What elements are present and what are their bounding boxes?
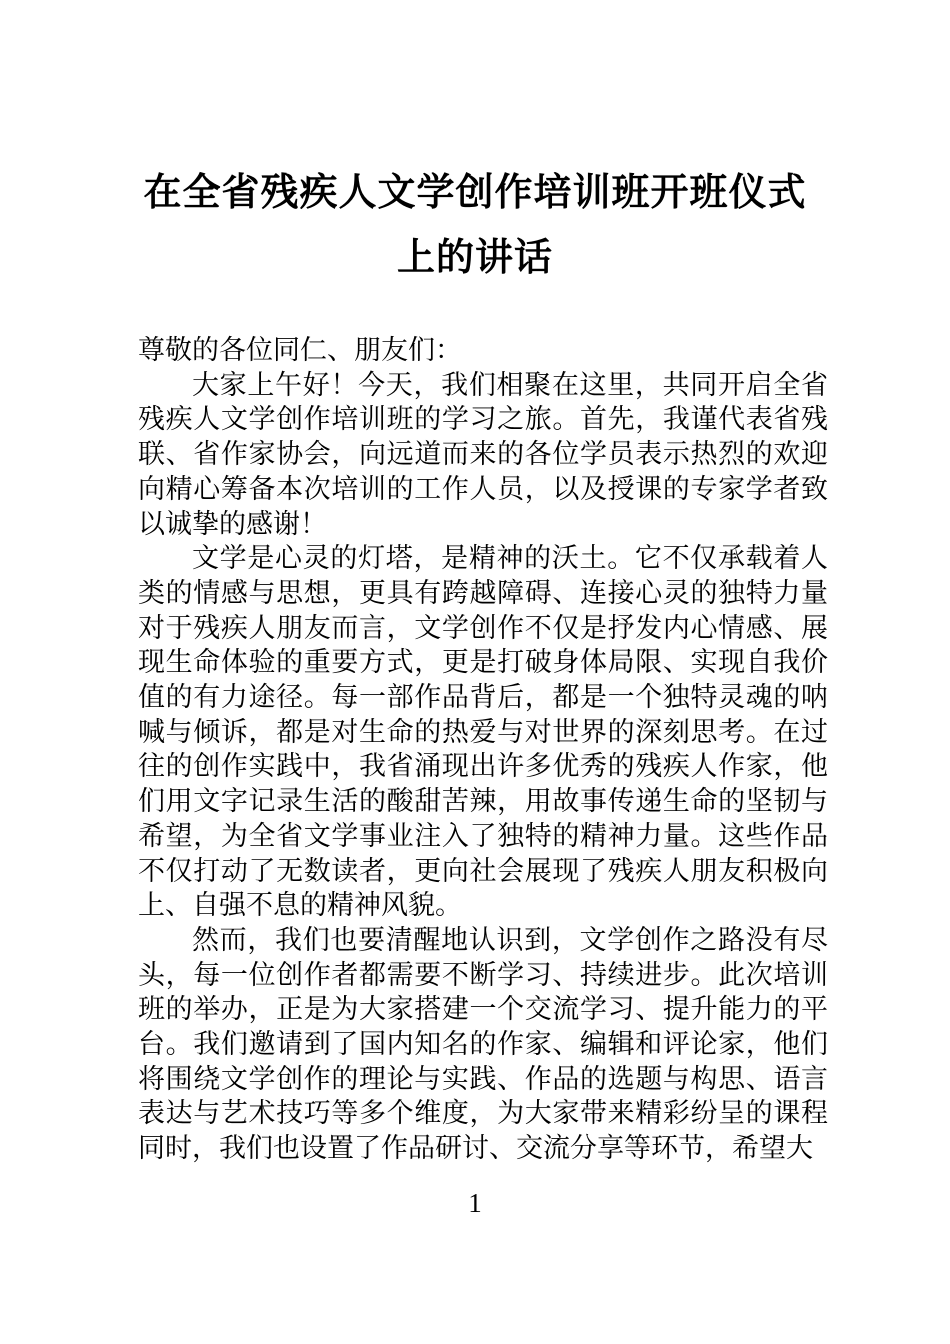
paragraph-opening: 大家上午好！今天，我们相聚在这里，共同开启全省残疾人文学创作培训班的学习之旅。首先，我谨代表省残联、省作家协会，向远道而来的各位学员表示热烈的欢迎向精心筹备本次培训的工作人员，以及授课的专家学者致以诚挚的感谢！: [138, 369, 828, 539]
document-body: [138, 333, 828, 1166]
paragraph-training-purpose: 然而，我们也要清醒地认识到，文学创作之路没有尽头，每一位创作者都需要不断学习、持续进步。此次培训班的举办，正是为大家搭建一个交流学习、提升能力的平台。我们邀请到了国内知名的作家、编辑和评论家，他们将围绕文学创作的理论与实践、作品的选题与构思、语言表达与艺术技巧等多个维度，为大家带来精彩纷呈的课程同时，我们也设置了作品研讨、交流分享等环节，希望大: [138, 924, 828, 1164]
document-title: 在全省残疾人文学创作培训班开班仪式上的讲话: [143, 172, 807, 279]
page-number: 1: [468, 1188, 482, 1218]
greeting-line: 尊敬的各位同仁、朋友们：: [138, 335, 462, 365]
paragraph-literature-meaning: 文学是心灵的灯塔，是精神的沃土。它不仅承载着人类的情感与思想，更具有跨越障碍、连接心灵的独特力量对于残疾人朋友而言，文学创作不仅是抒发内心情感、展现生命体验的重要方式，更是打破身体局限、实现自我价值的有力途径。每一部作品背后，都是一个独特灵魂的呐喊与倾诉，都是对生命的热爱与对世界的深刻思考。在过往的创作实践中，我省涌现出许多优秀的残疾人作家，他们用文字记录生活的酸甜苦辣，用故事传递生命的坚韧与希望，为全省文学事业注入了独特的精神力量。这些作品不仅打动了无数读者，更向社会展现了残疾人朋友积极向上、自强不息的精神风貌。: [138, 543, 828, 921]
